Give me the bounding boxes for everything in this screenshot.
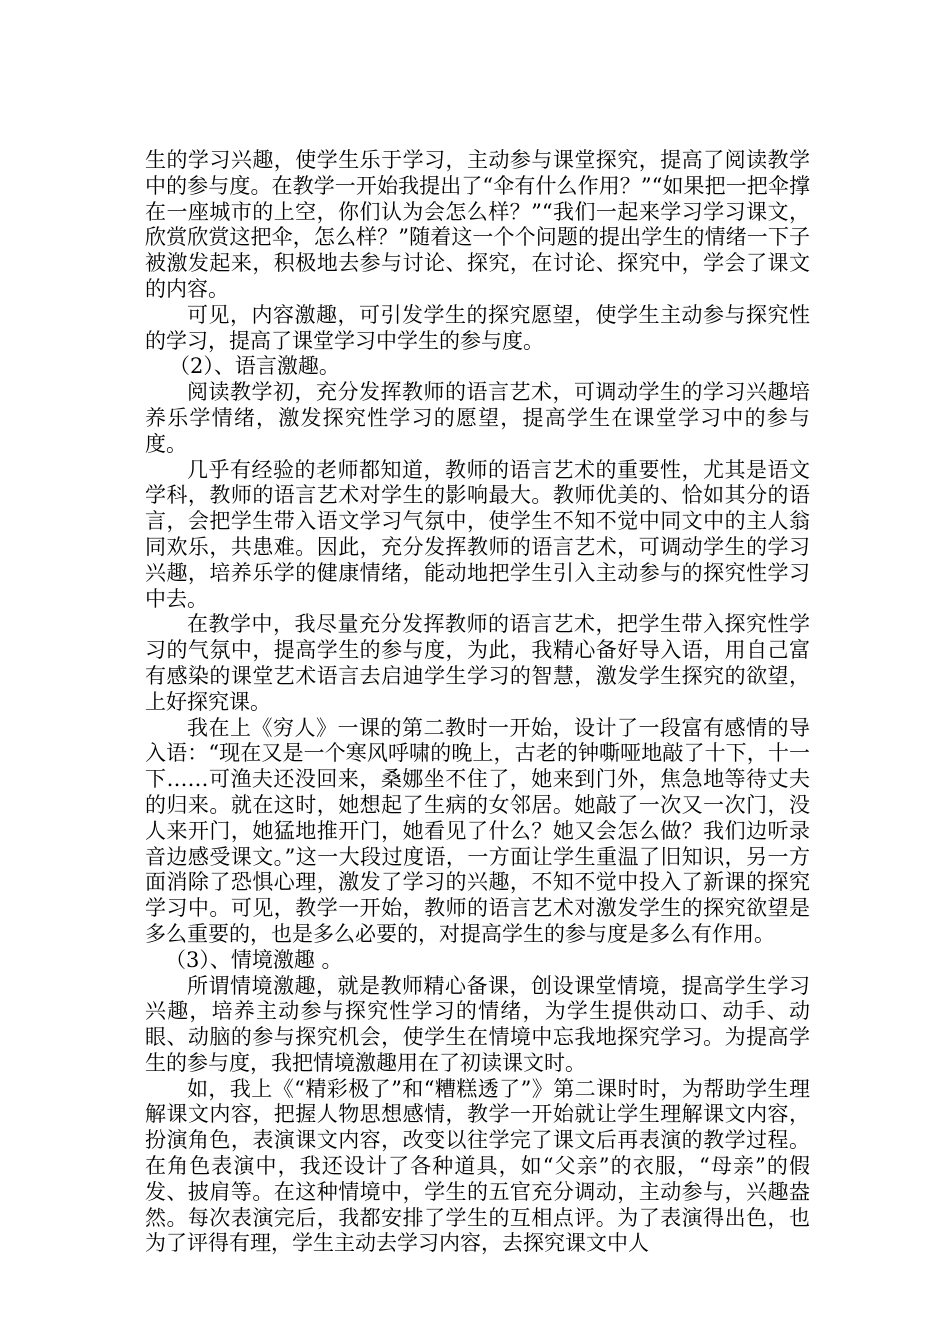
paragraph-language-intro: 阅读教学初，充分发挥教师的语言艺术，可调动学生的学习兴趣培养乐学情绪，激发探究性学习的愿望，提高学生在课堂学习中的参与度。 bbox=[145, 380, 810, 456]
paragraph-role-play-example: 如，我上《“精彩极了”和“糟糕透了”》第二课时时，为帮助学生理解课文内容，把握人物思想感情，教学一开始就让学生理解课文内容，扮演角色，表演课文内容，改变以往学完了课文后再表演的教学过程。在角色表演中，我还设计了各种道具，如“父亲”的衣服，“母亲”的假发、披肩等。在这种情境中，学生的五官充分调动，主动参与，兴趣盎然。每次表演完后，我都安排了学生的互相点评。为了表演得出色，也为了评得有理，学生主动去学习内容，去探究课文中人 bbox=[145, 1076, 810, 1256]
paragraph-content-interest-example: 生的学习兴趣，使学生乐于学习，主动参与课堂探究，提高了阅读教学中的参与度。在教学一开始我提出了“伞有什么作用？”“如果把一把伞撑在一座城市的上空，你们认为会怎么样？”“我们一起来学习学习课文，欣赏欣赏这把伞，怎么样？”随着这一个个问题的提出学生的情绪一下子被激发起来，积极地去参与讨论、探究，在讨论、探究中，学会了课文的内容。 bbox=[145, 148, 810, 301]
paragraph-language-importance: 几乎有经验的老师都知道，教师的语言艺术的重要性，尤其是语文学科，教师的语言艺术对学生的影响最大。教师优美的、恰如其分的语言，会把学生带入语文学习气氛中，使学生不知不觉中同文中的主人翁同欢乐，共患难。因此，充分发挥教师的语言艺术，可调动学生的学习兴趣，培养乐学的健康情绪，能动地把学生引入主动参与的探究性学习中去。 bbox=[145, 457, 810, 611]
paragraph-poor-people-example: 我在上《穷人》一课的第二教时一开始，设计了一段富有感情的导入语：“现在又是一个寒风呼啸的晚上，古老的钟嘶哑地敲了十下，十一下……可渔夫还没回来，桑娜坐不住了，她来到门外，焦急地等待丈夫的归来。就在这时，她想起了生病的女邻居。她敲了一次又一次门，没人来开门，她猛地推开门，她看见了什么？她又会怎么做？我们边听录音边感受课文。”这一大段过度语，一方面让学生重温了旧知识，另一方面消除了恐惧心理，激发了学习的兴趣，不知不觉中投入了新课的探究学习中。可见，教学一开始，教师的语言艺术对激发学生的探究欲望是多么重要的，也是多么必要的，对提高学生的参与度是多么有作用。 bbox=[145, 715, 810, 946]
document-page bbox=[145, 148, 810, 1257]
paragraph-content-interest-summary: 可见，内容激趣，可引发学生的探究愿望，使学生主动参与探究性的学习，提高了课堂学习中学生的参与度。 bbox=[145, 302, 810, 353]
heading-language-interest: （2）、语言激趣。 bbox=[169, 354, 340, 379]
paragraph-situation-definition: 所谓情境激趣，就是教师精心备课，创设课堂情境，提高学生学习兴趣，培养主动参与探究性学习的情绪，为学生提供动口、动手、动眼、动脑的参与探究机会，使学生在情境中忘我地探究学习。为提高学生的参与度，我把情境激趣用在了初读课文时。 bbox=[145, 973, 810, 1075]
paragraph-language-practice: 在教学中，我尽量充分发挥教师的语言艺术，把学生带入探究性学习的气氛中，提高学生的参与度，为此，我精心备好导入语，用自己富有感染的课堂艺术语言去启迪学生学习的智慧，激发学生探究的欲望，上好探究课。 bbox=[145, 612, 810, 714]
heading-situation-interest: （3）、情境激趣 。 bbox=[165, 947, 343, 972]
